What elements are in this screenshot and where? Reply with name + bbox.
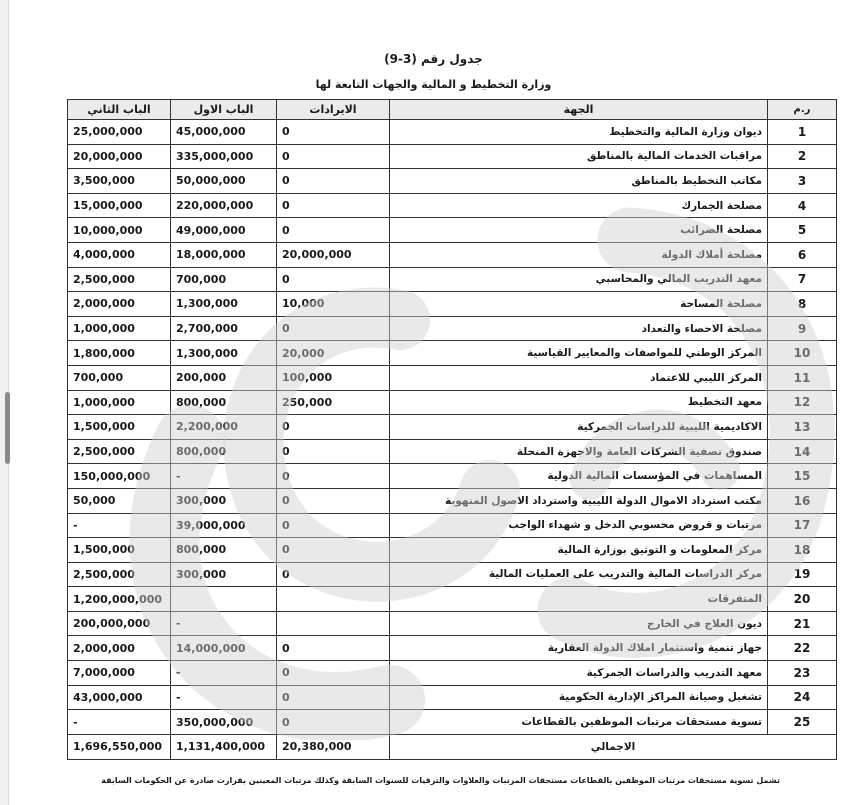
cell-entity: مراقبات الخدمات المالية بالمناطق xyxy=(390,144,768,169)
cell-number: 16 xyxy=(768,488,837,513)
table-row xyxy=(68,242,837,267)
cell-number: 9 xyxy=(768,316,837,341)
cell-number: 8 xyxy=(768,292,837,317)
cell-revenue: 0 xyxy=(277,710,390,735)
table-row xyxy=(68,661,837,686)
cell-bab2: 1,000,000 xyxy=(68,316,171,341)
table-row xyxy=(68,464,837,489)
cell-revenue: 0 xyxy=(277,513,390,538)
table-row xyxy=(68,120,837,145)
cell-revenue: 0 xyxy=(277,661,390,686)
table-row xyxy=(68,218,837,243)
cell-bab1: 2,700,000 xyxy=(171,316,277,341)
cell-bab2: 43,000,000 xyxy=(68,685,171,710)
budget-table xyxy=(67,99,837,760)
cell-entity: مصلحة الاحصاء والتعداد xyxy=(390,316,768,341)
cell-bab2: 3,500,000 xyxy=(68,169,171,194)
cell-number: 18 xyxy=(768,538,837,563)
cell-number: 20 xyxy=(768,587,837,612)
table-row xyxy=(68,538,837,563)
table-row xyxy=(68,439,837,464)
cell-revenue xyxy=(277,587,390,612)
cell-revenue: 0 xyxy=(277,464,390,489)
total-revenue: 20,380,000 xyxy=(277,734,390,759)
total-bab1: 1,131,400,000 xyxy=(171,734,277,759)
table-row xyxy=(68,193,837,218)
header-revenue: الايرادات xyxy=(277,100,390,120)
cell-entity: المتفرقات xyxy=(390,587,768,612)
cell-bab1: 700,000 xyxy=(171,267,277,292)
cell-bab2: 50,000 xyxy=(68,488,171,513)
cell-entity: ديون العلاج في الخارج xyxy=(390,611,768,636)
cell-entity: ديوان وزارة المالية والتخطيط xyxy=(390,120,768,145)
cell-bab1: 220,000,000 xyxy=(171,193,277,218)
cell-entity: تشغيل وصيانة المراكز الإدارية الحكومية xyxy=(390,685,768,710)
cell-bab1 xyxy=(171,587,277,612)
cell-bab1: - xyxy=(171,611,277,636)
cell-bab1: 50,000,000 xyxy=(171,169,277,194)
cell-bab2: 1,200,000,000 xyxy=(68,587,171,612)
cell-bab1: 49,000,000 xyxy=(171,218,277,243)
cell-bab2: 1,500,000 xyxy=(68,415,171,440)
cell-revenue: 0 xyxy=(277,120,390,145)
cell-revenue: 10,000 xyxy=(277,292,390,317)
cell-number: 19 xyxy=(768,562,837,587)
cell-number: 23 xyxy=(768,661,837,686)
table-row xyxy=(68,562,837,587)
table-row xyxy=(68,316,837,341)
cell-entity: تسوية مستحقات مرتبات الموظفين بالقطاعات xyxy=(390,710,768,735)
cell-bab1: - xyxy=(171,685,277,710)
cell-number: 21 xyxy=(768,611,837,636)
cell-revenue: 20,000,000 xyxy=(277,242,390,267)
cell-entity: الاكاديمية الليبية للدراسات الجمركية xyxy=(390,415,768,440)
cell-bab2: 2,000,000 xyxy=(68,636,171,661)
table-title: جدول رقم (3-9) xyxy=(384,52,483,66)
scrollbar-handle[interactable] xyxy=(5,392,10,464)
table-row xyxy=(68,611,837,636)
cell-revenue: 0 xyxy=(277,636,390,661)
cell-entity: مصلحة الضرائب xyxy=(390,218,768,243)
cell-entity: مركز المعلومات و التوثيق بوزارة المالية xyxy=(390,538,768,563)
cell-entity: مصلحة المساحة xyxy=(390,292,768,317)
cell-revenue: 0 xyxy=(277,685,390,710)
cell-bab1: 2,200,000 xyxy=(171,415,277,440)
cell-bab2: 1,000,000 xyxy=(68,390,171,415)
cell-revenue: 0 xyxy=(277,488,390,513)
cell-number: 12 xyxy=(768,390,837,415)
cell-bab1: 1,300,000 xyxy=(171,292,277,317)
table-row xyxy=(68,267,837,292)
cell-bab2: 7,000,000 xyxy=(68,661,171,686)
table-row xyxy=(68,144,837,169)
cell-number: 11 xyxy=(768,365,837,390)
header-bab1: الباب الاول xyxy=(171,100,277,120)
cell-bab1: 45,000,000 xyxy=(171,120,277,145)
cell-bab1: 14,000,000 xyxy=(171,636,277,661)
total-row xyxy=(68,734,837,759)
table-row xyxy=(68,587,837,612)
table-row xyxy=(68,513,837,538)
table-row xyxy=(68,341,837,366)
cell-revenue: 0 xyxy=(277,538,390,563)
cell-entity: معهد التخطيط xyxy=(390,390,768,415)
cell-revenue: 0 xyxy=(277,144,390,169)
cell-bab1: 335,000,000 xyxy=(171,144,277,169)
cell-bab1: 350,000,000 xyxy=(171,710,277,735)
cell-bab2: 10,000,000 xyxy=(68,218,171,243)
table-row xyxy=(68,488,837,513)
cell-bab1: - xyxy=(171,464,277,489)
cell-bab2: 2,500,000 xyxy=(68,439,171,464)
cell-revenue: 20,000 xyxy=(277,341,390,366)
cell-bab1: 800,000 xyxy=(171,538,277,563)
cell-entity: معهد التدريب والدراسات الجمركية xyxy=(390,661,768,686)
cell-number: 25 xyxy=(768,710,837,735)
table-subtitle: وزارة التخطيط و المالية والجهات التابعة لها xyxy=(315,78,552,91)
cell-entity: المركز الليبي للاعتماد xyxy=(390,365,768,390)
cell-number: 2 xyxy=(768,144,837,169)
cell-revenue xyxy=(277,611,390,636)
cell-bab2: 20,000,000 xyxy=(68,144,171,169)
table-footnote: تشمل تسوية مستحقات مرتبات الموظفين بالقطاعات مستحقات المرتبات والعلاوات والترقيات للسنوات السابقة وكذلك مرتبات المعينين بقرارت صادرة عن الحكومات السابقة xyxy=(101,776,780,785)
table-row xyxy=(68,685,837,710)
cell-entity: المساهمات في المؤسسات المالية الدولية xyxy=(390,464,768,489)
cell-revenue: 0 xyxy=(277,218,390,243)
cell-bab2: 25,000,000 xyxy=(68,120,171,145)
cell-bab1: 18,000,000 xyxy=(171,242,277,267)
cell-number: 3 xyxy=(768,169,837,194)
cell-entity: مصلحة الجمارك xyxy=(390,193,768,218)
cell-entity: المركز الوطني للمواصفات والمعايير القياسية xyxy=(390,341,768,366)
cell-bab2: 2,000,000 xyxy=(68,292,171,317)
table-row xyxy=(68,415,837,440)
cell-revenue: 250,000 xyxy=(277,390,390,415)
cell-number: 17 xyxy=(768,513,837,538)
cell-revenue: 0 xyxy=(277,415,390,440)
header-number: ر.م xyxy=(768,100,837,120)
cell-bab1: 800,000 xyxy=(171,439,277,464)
table-row xyxy=(68,390,837,415)
table-row xyxy=(68,710,837,735)
table-header-row xyxy=(68,100,837,120)
cell-entity: جهاز تنمية واستثمار املاك الدولة العقارية xyxy=(390,636,768,661)
viewer-left-edge xyxy=(0,0,9,805)
cell-revenue: 0 xyxy=(277,267,390,292)
cell-revenue: 0 xyxy=(277,169,390,194)
cell-bab2: 15,000,000 xyxy=(68,193,171,218)
table-row xyxy=(68,365,837,390)
cell-number: 13 xyxy=(768,415,837,440)
cell-entity: معهد التدريب المالي والمحاسبي xyxy=(390,267,768,292)
cell-revenue: 0 xyxy=(277,562,390,587)
cell-entity: مركز الدراسات المالية والتدريب على العمليات المالية xyxy=(390,562,768,587)
cell-entity: مصلحة أملاك الدولة xyxy=(390,242,768,267)
cell-bab1: 800,000 xyxy=(171,390,277,415)
cell-bab2: 1,500,000 xyxy=(68,538,171,563)
cell-bab2: 150,000,000 xyxy=(68,464,171,489)
cell-number: 6 xyxy=(768,242,837,267)
cell-number: 24 xyxy=(768,685,837,710)
cell-entity: صندوق تصفية الشركات العامة والاجهزة المنحلة xyxy=(390,439,768,464)
total-bab2: 1,696,550,000 xyxy=(68,734,171,759)
total-label: الاجمالي xyxy=(390,734,837,759)
cell-bab1: 39,000,000 xyxy=(171,513,277,538)
cell-bab1: 300,000 xyxy=(171,562,277,587)
table-row xyxy=(68,636,837,661)
cell-bab2: 200,000,000 xyxy=(68,611,171,636)
cell-number: 15 xyxy=(768,464,837,489)
cell-bab2: 1,800,000 xyxy=(68,341,171,366)
cell-bab2: - xyxy=(68,710,171,735)
cell-revenue: 0 xyxy=(277,316,390,341)
cell-bab1: 300,000 xyxy=(171,488,277,513)
table-row xyxy=(68,292,837,317)
cell-number: 7 xyxy=(768,267,837,292)
cell-entity: مكتب استرداد الاموال الدولة الليبية واسترداد الاصول المنهوبة xyxy=(390,488,768,513)
cell-bab2: 700,000 xyxy=(68,365,171,390)
cell-bab1: 200,000 xyxy=(171,365,277,390)
header-entity: الجهة xyxy=(390,100,768,120)
cell-number: 22 xyxy=(768,636,837,661)
cell-entity: مكاتب التخطيط بالمناطق xyxy=(390,169,768,194)
cell-bab2: 4,000,000 xyxy=(68,242,171,267)
cell-bab1: - xyxy=(171,661,277,686)
cell-revenue: 100,000 xyxy=(277,365,390,390)
cell-entity: مرتبات و قروض محسوبي الدخل و شهداء الواجب xyxy=(390,513,768,538)
cell-number: 1 xyxy=(768,120,837,145)
table-row xyxy=(68,169,837,194)
cell-number: 5 xyxy=(768,218,837,243)
cell-number: 14 xyxy=(768,439,837,464)
cell-revenue: 0 xyxy=(277,193,390,218)
cell-revenue: 0 xyxy=(277,439,390,464)
cell-number: 4 xyxy=(768,193,837,218)
cell-bab2: 2,500,000 xyxy=(68,267,171,292)
header-bab2: الباب الثاني xyxy=(68,100,171,120)
cell-bab2: 2,500,000 xyxy=(68,562,171,587)
cell-bab1: 1,300,000 xyxy=(171,341,277,366)
cell-number: 10 xyxy=(768,341,837,366)
cell-bab2: - xyxy=(68,513,171,538)
